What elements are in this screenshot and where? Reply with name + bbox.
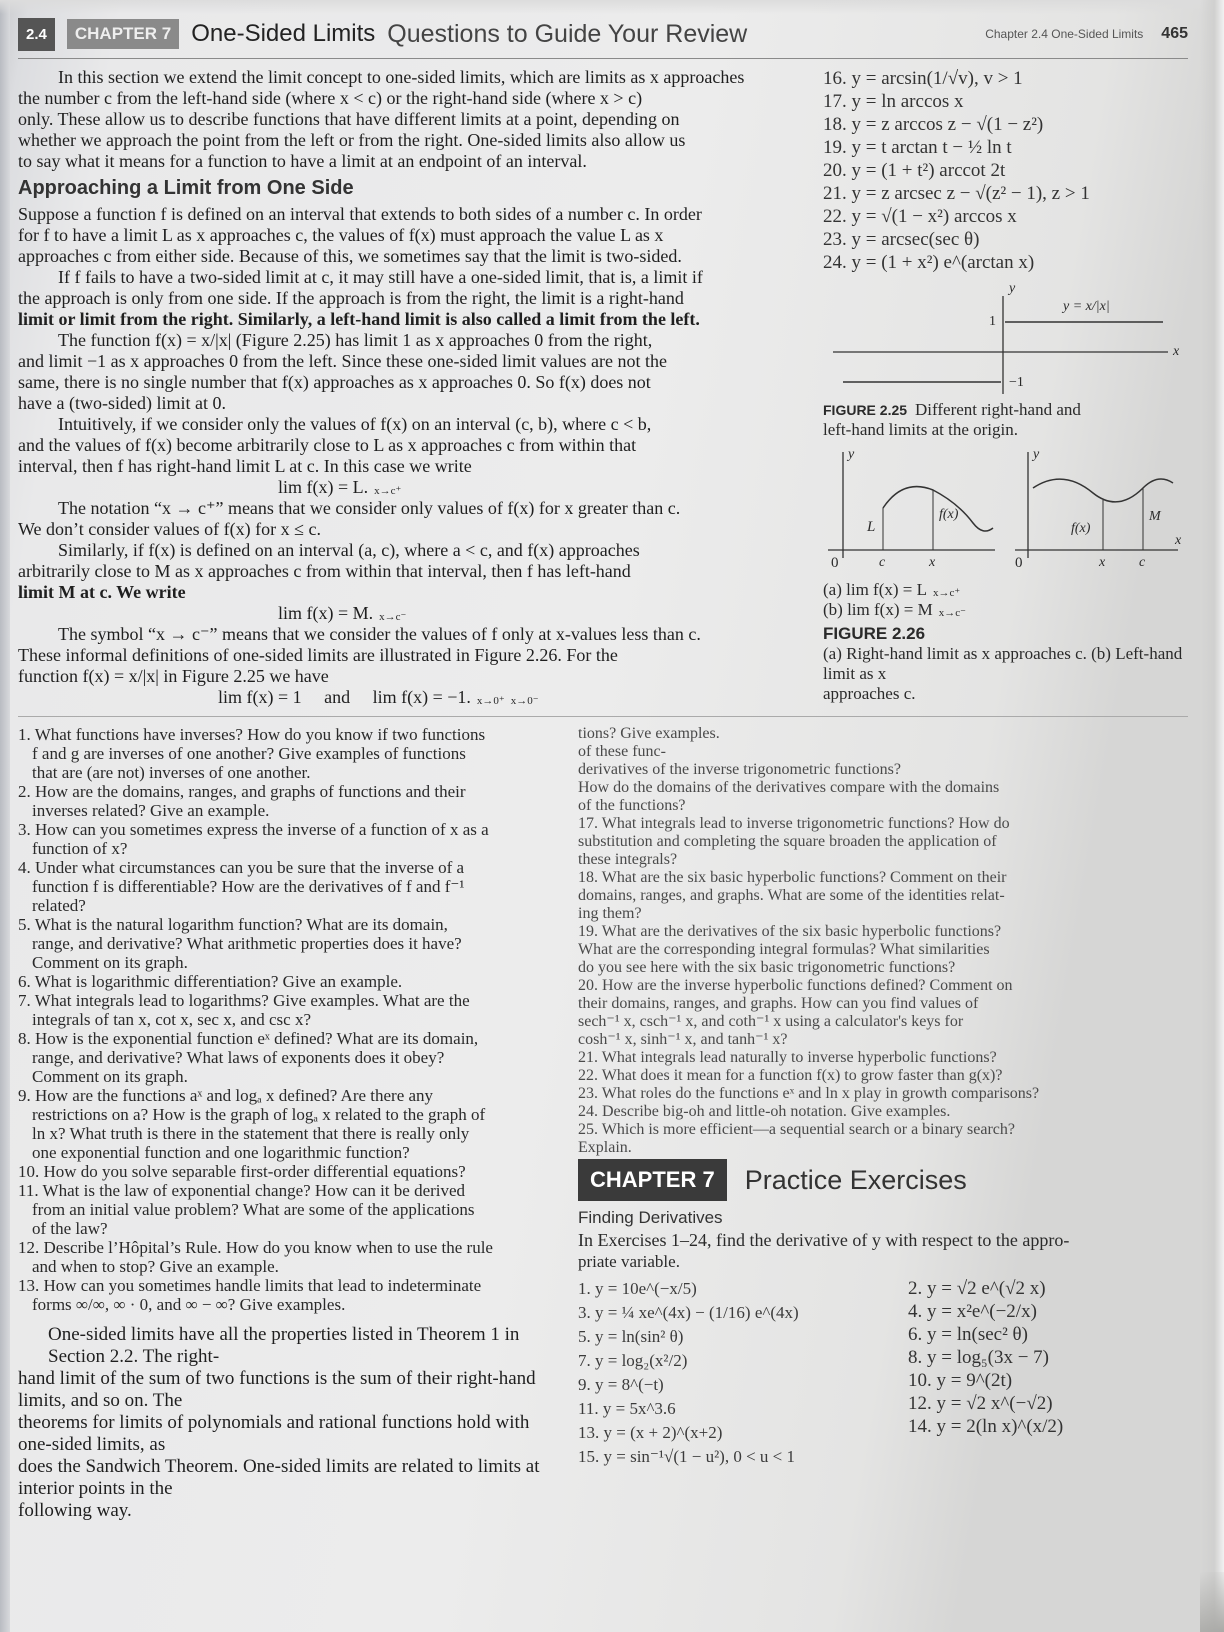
body-line: The notation “x → c⁺” means that we consider only values of f(x) for x greater than c.: [58, 498, 681, 518]
intro-line: to say what it means for a function to have a limit at an endpoint of an interval.: [18, 151, 587, 171]
exercise: 7. y = log₂(x²/2): [578, 1351, 688, 1370]
practice-subhead: Finding Derivatives: [578, 1208, 723, 1227]
closing-line: theorems for limits of polynomials and rational functions hold with one-sided limits, as: [18, 1412, 530, 1455]
fig225-tick-neg: −1: [1009, 375, 1024, 390]
fig226a-caption-label: (a) lim f(x) = L: [823, 580, 927, 599]
fig226b-y-label: y: [1033, 447, 1040, 462]
review-line: 23. What roles do the functions eˣ and ln x play in growth comparisons?: [578, 1085, 1040, 1102]
practice-instructions: In Exercises 1–24, find the derivative of y with respect to the appro-: [578, 1230, 1070, 1250]
body-line: and the values of f(x) become arbitrarily close to L as x approaches c from within that: [18, 435, 637, 455]
review-line: do you see here with the six basic trigonometric functions?: [578, 959, 956, 976]
review-line: of the law?: [32, 1219, 108, 1238]
closing-paragraph: [18, 1324, 563, 1522]
fig226a-fx-label: f(x): [939, 507, 959, 522]
review-line: 3. How can you sometimes express the inverse of a function of x as a: [18, 820, 489, 839]
fig225-fn-label: y = x/|x|: [1063, 299, 1110, 314]
exercise: 22. y = √(1 − x²) arccos x: [823, 206, 1017, 227]
body-line: approaches c from either side. Because of this, we sometimes say that the limit is two-sided.: [18, 246, 682, 266]
review-line: and when to stop? Give an example.: [32, 1257, 279, 1276]
body-line: Intuitively, if we consider only the values of f(x) on an interval (c, b), where c < b,: [58, 414, 652, 434]
section-text: [18, 67, 808, 708]
review-line: 25. Which is more efficient—a sequential search or a binary search?: [578, 1121, 1016, 1138]
body-line: These informal definitions of one-sided limits are illustrated in Figure 2.26. For the: [18, 645, 618, 665]
review-line: their domains, ranges, and graphs. How can you find values of: [578, 995, 979, 1012]
lim-zero-row: [18, 687, 808, 708]
exercise: 12. y = √2 x^(−√2): [908, 1393, 1053, 1414]
review-line: 11. What is the law of exponential change? How can it be derived: [18, 1181, 466, 1200]
page-corner-shadow: [1200, 1572, 1224, 1632]
lim-subscript: x→c⁺: [374, 485, 402, 497]
review-heading: Questions to Guide Your Review: [387, 19, 748, 48]
fig226a-y-label: y: [848, 447, 855, 462]
review-line: 22. What does it mean for a function f(x) to grow faster than g(x)?: [578, 1067, 1003, 1084]
page: [18, 14, 1188, 1522]
intro-line: the number c from the left-hand side (where x < c) or the right-hand side (where x > c): [18, 88, 643, 108]
lim-subscript: x→c⁻: [379, 611, 407, 623]
review-line: cosh⁻¹ x, sinh⁻¹ x, and tanh⁻¹ x?: [578, 1031, 788, 1048]
section-title: One-Sided Limits: [191, 20, 376, 47]
fig226a-c: c: [879, 555, 886, 570]
exercise: 23. y = arcsec(sec θ): [823, 229, 980, 250]
figure-2-25-caption: left-hand limits at the origin.: [823, 420, 1018, 439]
running-head-group: [985, 25, 1188, 43]
review-questions-left: [18, 725, 563, 1314]
lim-left-row: [18, 603, 808, 624]
review-line: 5. What is the natural logarithm function? What are its domain,: [18, 915, 448, 934]
review-questions-right: [578, 725, 1188, 1157]
body-line: limit or limit from the right. Similarly, a left-hand limit is also called a limit from the left.: [18, 309, 700, 329]
page-top-shade: [0, 0, 1224, 14]
section-header: [18, 18, 747, 51]
page-number: 465: [1161, 25, 1188, 42]
exercise: 16. y = arcsin(1/√v), v > 1: [823, 68, 1023, 89]
review-line: 13. How can you sometimes handle limits that lead to indeterminate: [18, 1276, 482, 1295]
exercise: 24. y = (1 + x²) e^(arctan x): [823, 252, 1035, 273]
running-head: Chapter 2.4 One-Sided Limits: [985, 27, 1144, 41]
body-line: If f fails to have a two-sided limit at c, it may still have a one-sided limit, that is, a limit if: [58, 267, 703, 287]
figure-2-26-graph: [823, 448, 1188, 574]
closing-line: hand limit of the sum of two functions is the sum of their right-hand limits, and so on. The: [18, 1368, 536, 1411]
review-line: 21. What integrals lead naturally to inverse hyperbolic functions?: [578, 1049, 997, 1066]
lim-display-zero: lim f(x) = 1 and lim f(x) = −1.: [218, 687, 471, 707]
section-two: [18, 725, 1188, 1522]
review-line: Comment on its graph.: [32, 1067, 188, 1086]
fig226a-curve: [883, 487, 993, 531]
fig226b-caption-label: (b) lim f(x) = M: [823, 600, 933, 619]
review-line: that are (are not) inverses of one another.: [32, 763, 311, 782]
subheading: Approaching a Limit from One Side: [18, 177, 354, 199]
header-rule: [18, 58, 1188, 59]
fig226a-zero: 0: [831, 555, 839, 571]
exercise: 15. y = sin⁻¹√(1 − u²), 0 < u < 1: [578, 1447, 796, 1466]
page-header: [18, 14, 1188, 54]
fig226-a-label-row: [823, 580, 1188, 600]
review-line: function of x?: [32, 839, 128, 858]
fig226-panel-b: [1015, 452, 1178, 558]
chapter-overlay-label: CHAPTER 7: [67, 19, 179, 49]
page-edge: [1200, 0, 1224, 1632]
exercise: 20. y = (1 + t²) arccot 2t: [823, 160, 1006, 181]
body-line: Similarly, if f(x) is defined on an interval (a, c), where a < c, and f(x) approaches: [58, 540, 640, 560]
exercise: 19. y = t arctan t − ½ ln t: [823, 137, 1012, 158]
review-line: substitution and completing the square broaden the application of: [578, 833, 997, 850]
lim-left-display: lim f(x) = M.: [278, 603, 374, 623]
review-line: sech⁻¹ x, csch⁻¹ x, and coth⁻¹ x using a calculator's keys for: [578, 1013, 964, 1030]
review-line: 8. How is the exponential function eˣ defined? What are its domain,: [18, 1029, 479, 1048]
review-line: tions? Give examples.: [578, 725, 720, 742]
fig226b-zero: 0: [1015, 555, 1023, 571]
review-line: 6. What is logarithmic differentiation? Give an example.: [18, 972, 403, 991]
review-line: f and g are inverses of one another? Give examples of functions: [32, 744, 466, 763]
exercise: 9. y = 8^(−t): [578, 1375, 664, 1394]
body-line: arbitrarily close to M as x approaches c from within that interval, then f has left-hand: [18, 561, 631, 581]
section-intro: [18, 67, 808, 172]
review-line: forms ∞/∞, ∞ · 0, and ∞ − ∞? Give examples.: [32, 1295, 346, 1314]
exercises-col1: [578, 1277, 898, 1469]
fig226b-M-label: M: [1149, 509, 1161, 524]
exercise: 6. y = ln(sec² θ): [908, 1324, 1028, 1345]
exercise: 1. y = 10e^(−x/5): [578, 1279, 697, 1298]
lim-right-display: lim f(x) = L.: [278, 477, 369, 497]
lim-subscript: x→c⁻: [938, 607, 966, 619]
review-line: 2. How are the domains, ranges, and graphs of functions and their: [18, 782, 466, 801]
section-body: [18, 204, 808, 708]
review-line: inverses related? Give an example.: [32, 801, 270, 820]
figure-2-25: [823, 282, 1188, 400]
exercise: 8. y = log₅(3x − 7): [908, 1347, 1049, 1368]
closing-line: does the Sandwich Theorem. One-sided limits are related to limits at interior points in the: [18, 1456, 540, 1499]
body-line: same, there is no single number that f(x) approaches as x approaches 0. So f(x) does not: [18, 372, 651, 392]
body-line: The symbol “x → c⁻” means that we consider the values of f only at x-values less than c.: [58, 624, 701, 644]
review-line: 18. What are the six basic hyperbolic functions? Comment on their: [578, 869, 1007, 886]
review-line: Comment on its graph.: [32, 953, 188, 972]
fig226a-x: x: [929, 555, 936, 570]
body-line: and limit −1 as x approaches 0 from the left. Since these one-sided limit values are not the: [18, 351, 667, 371]
review-line: 10. How do you solve separable first-order differential equations?: [18, 1162, 466, 1181]
fig226b-x: x: [1099, 555, 1106, 570]
figure-2-26-label: FIGURE 2.26: [823, 624, 926, 643]
section-divider: [18, 716, 1188, 717]
review-line: Explain.: [578, 1139, 632, 1156]
figure-2-26-caption: (a) Right-hand limit as x approaches c. (b) Left-hand limit as x: [823, 643, 1183, 683]
body-line: Suppose a function f is defined on an interval that extends to both sides of a number c. In order: [18, 204, 702, 224]
section-one: [18, 67, 1188, 708]
review-line: from an initial value problem? What are some of the applications: [32, 1200, 475, 1219]
fig226a-L-label: L: [867, 519, 876, 535]
review-line: of the functions?: [578, 797, 686, 814]
exercises: [578, 1277, 1188, 1469]
left-column: [18, 725, 563, 1522]
exercise: 2. y = √2 e^(√2 x): [908, 1278, 1046, 1299]
review-line: 20. How are the inverse hyperbolic functions defined? Comment on: [578, 977, 1013, 994]
review-line: of these func-: [578, 743, 666, 760]
fig226b-axis-x: x: [1175, 533, 1182, 548]
review-line: ln x? What truth is there in the statement that there is really only: [32, 1124, 470, 1143]
lim-right-row: [18, 477, 808, 498]
body-line: have a (two-sided) limit at 0.: [18, 393, 226, 413]
review-line: related?: [32, 896, 86, 915]
exercise: 4. y = x²e^(−2/x): [908, 1301, 1037, 1322]
review-line: 7. What integrals lead to logarithms? Give examples. What are the: [18, 991, 470, 1010]
review-line: integrals of tan x, cot x, sec x, and csc x?: [32, 1010, 311, 1029]
fig226-b-label-row: [823, 600, 1188, 620]
side-column: [823, 67, 1188, 704]
body-line: function f(x) = x/|x| in Figure 2.25 we have: [18, 666, 329, 686]
figure-2-25-caption: Different right-hand and: [915, 400, 1081, 419]
body-line: the approach is only from one side. If the approach is from the right, the limit is a right-hand: [18, 288, 684, 308]
figure-2-26: [823, 448, 1188, 574]
exercise: 17. y = ln arccos x: [823, 91, 964, 112]
intro-line: In this section we extend the limit concept to one-sided limits, which are limits as x approaches: [58, 67, 745, 87]
fig225-tick-pos: 1: [989, 314, 996, 329]
exercise: 10. y = 9^(2t): [908, 1370, 1013, 1391]
review-line: ing them?: [578, 905, 642, 922]
exercise: 18. y = z arccos z − √(1 − z²): [823, 114, 1044, 135]
lim-subscript: x→0⁺: [476, 695, 505, 707]
review-line: function f is differentiable? How are the derivatives of f and f⁻¹: [32, 877, 465, 896]
body-line: for f to have a limit L as x approaches c, the values of f(x) must approach the value L as x: [18, 225, 664, 245]
body-line: interval, then f has right-hand limit L at c. In this case we write: [18, 456, 472, 476]
figure-2-25-caption-row: [823, 400, 1188, 420]
fig226-panel-a: [828, 452, 995, 558]
exercises-col2: [908, 1277, 1188, 1469]
body-line: limit M at c. We write: [18, 582, 186, 602]
figure-2-26-caption: approaches c.: [823, 683, 916, 703]
fig226b-c: c: [1139, 555, 1146, 570]
closing-line: following way.: [18, 1500, 132, 1521]
review-line: 17. What integrals lead to inverse trigonometric functions? How do: [578, 815, 1010, 832]
review-line: 24. Describe big-oh and little-oh notation. Give examples.: [578, 1103, 951, 1120]
practice-instructions: priate variable.: [578, 1252, 680, 1271]
body-line: We don’t consider values of f(x) for x ≤ c.: [18, 519, 322, 539]
section-number: 2.4: [18, 18, 55, 51]
practice-header: [578, 1159, 1188, 1201]
fig225-y-label: y: [1009, 281, 1016, 296]
intro-line: only. These allow us to describe functions that have different limits at a point, depending on: [18, 109, 680, 129]
fig225-x-label: x: [1173, 344, 1180, 359]
review-line: derivatives of the inverse trigonometric functions?: [578, 761, 902, 778]
figure-2-25-graph: [823, 282, 1188, 400]
review-line: domains, ranges, and graphs. What are some of the identities relat-: [578, 887, 1005, 904]
review-line: How do the domains of the derivatives compare with the domains: [578, 779, 1000, 796]
exercises-col3: [823, 67, 1188, 274]
exercise: 21. y = z arcsec z − √(z² − 1), z > 1: [823, 183, 1090, 204]
review-line: 19. What are the derivatives of the six basic hyperbolic functions?: [578, 923, 1002, 940]
book-gutter: [0, 0, 10, 1632]
review-line: restrictions on a? How is the graph of logₐ x related to the graph of: [32, 1105, 486, 1124]
lim-subscript: x→c⁺: [933, 587, 961, 599]
fig226b-fx-label: f(x): [1071, 521, 1091, 536]
exercise: 13. y = (x + 2)^(x+2): [578, 1423, 723, 1442]
lim-subscript: x→0⁻: [510, 695, 539, 707]
figure-2-25-label: FIGURE 2.25: [823, 402, 908, 418]
review-line: range, and derivative? What laws of exponents does it obey?: [32, 1048, 445, 1067]
review-line: 1. What functions have inverses? How do you know if two functions: [18, 725, 486, 744]
closing-line: One-sided limits have all the properties listed in Theorem 1 in Section 2.2. The right-: [48, 1324, 520, 1367]
review-line: these integrals?: [578, 851, 678, 868]
body-line: The function f(x) = x/|x| (Figure 2.25) has limit 1 as x approaches 0 from the right,: [58, 330, 653, 350]
right-column: [578, 725, 1188, 1469]
fig226b-curve: [1033, 479, 1173, 502]
exercise: 3. y = ¼ xe^(4x) − (1/16) e^(4x): [578, 1303, 799, 1322]
review-line: 9. How are the functions aˣ and logₐ x defined? Are there any: [18, 1086, 434, 1105]
review-line: 4. Under what circumstances can you be sure that the inverse of a: [18, 858, 465, 877]
review-line: one exponential function and one logarithmic function?: [32, 1143, 410, 1162]
exercise: 11. y = 5x^3.6: [578, 1399, 676, 1418]
exercise: 14. y = 2(ln x)^(x/2): [908, 1416, 1064, 1437]
review-line: What are the corresponding integral formulas? What similarities: [578, 941, 990, 958]
practice-title: Practice Exercises: [744, 1164, 967, 1195]
review-line: 12. Describe l’Hôpital’s Rule. How do you know when to use the rule: [18, 1238, 493, 1257]
chapter-7-box: CHAPTER 7: [578, 1159, 727, 1201]
exercise: 5. y = ln(sin² θ): [578, 1327, 684, 1346]
intro-line: whether we approach the point from the left or from the right. One-sided limits also allow us: [18, 130, 686, 150]
review-line: range, and derivative? What arithmetic properties does it have?: [32, 934, 462, 953]
